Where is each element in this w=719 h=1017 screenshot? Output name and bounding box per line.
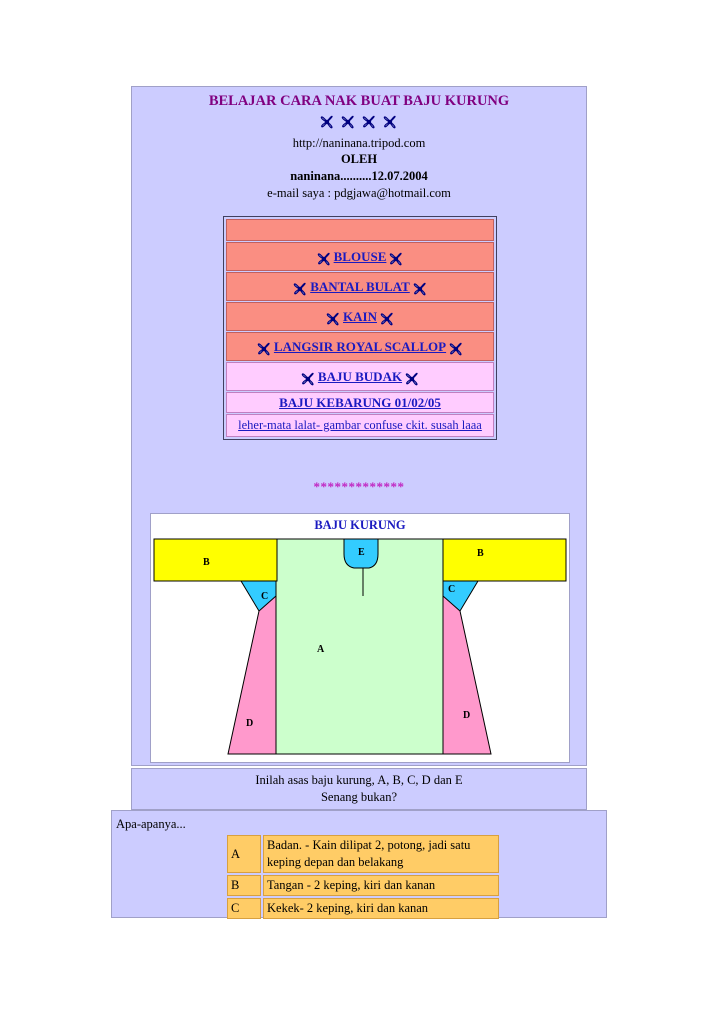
menu-item-blouse[interactable] [226,242,494,271]
label-d-left: D [246,718,254,729]
info-label: Apa-apanya... [116,817,186,831]
menu-link-baju-budak[interactable]: BAJU BUDAK [317,369,403,384]
caption-line-2: Senang bukan? [320,790,398,804]
author-date: naninana..........12.07.2004 [290,169,428,183]
label-b-right: B [477,548,484,559]
menu-link-kain[interactable]: KAIN [343,309,377,324]
label-e: E [358,547,365,558]
flower-icon [314,248,334,268]
parts-table [225,833,501,921]
flower-icon [323,308,343,328]
flower-icon [446,338,466,358]
menu-link-baju-kebarung[interactable]: BAJU KEBARUNG 01/02/05 [279,395,441,410]
flower-icon [377,308,397,328]
label-a: A [317,644,325,655]
piece-b-left [154,539,277,581]
part-desc: Kekek- 2 keping, kiri dan kanan [263,898,499,919]
table-row [227,875,499,896]
table-row [227,898,499,919]
menu-link-langsir[interactable]: LANGSIR ROYAL SCALLOP [273,339,447,354]
menu-item-baju-budak[interactable] [226,362,494,391]
label-c-right: C [448,584,456,595]
menu-item-bantal-bulat[interactable] [226,272,494,301]
flower-icon [402,368,422,388]
flower-icon [290,278,310,298]
diagram-box [150,513,570,763]
flower-icon [386,248,406,268]
table-row [227,835,499,873]
email-line: e-mail saya : pdgjawa@hotmail.com [267,186,451,200]
menu-blank-row [226,219,494,241]
flower-icon [410,278,430,298]
menu-item-baju-kebarung[interactable] [226,392,494,413]
menu-link-leher[interactable]: leher-mata lalat- gambar confuse ckit. susah laaa [238,418,482,432]
menu-item-langsir[interactable] [226,332,494,361]
part-key: A [227,835,261,873]
caption-line-1: Inilah asas baju kurung, A, B, C, D dan E [255,773,463,787]
flower-divider [132,111,586,138]
by-label: OLEH [340,152,378,166]
caption-panel [131,768,587,810]
label-c-left: C [261,591,269,602]
header-panel [131,86,587,766]
baju-kurung-diagram [151,536,569,762]
diagram-title: BAJU KURUNG [314,518,406,532]
menu-item-leher[interactable] [226,414,494,437]
menu-link-blouse[interactable]: BLOUSE [333,249,387,264]
stars-divider: ************* [313,479,405,494]
flower-row-icon [317,111,401,133]
label-b-left: B [203,557,210,568]
info-panel [111,810,607,918]
menu-item-kain[interactable] [226,302,494,331]
part-desc: Badan. - Kain dilipat 2, potong, jadi satu keping depan dan belakang [263,835,499,873]
piece-d-right [443,596,491,754]
part-key: B [227,875,261,896]
part-desc: Tangan - 2 keping, kiri dan kanan [263,875,499,896]
flower-icon [298,368,318,388]
site-url: http://naninana.tripod.com [292,136,426,150]
flower-icon [254,338,274,358]
label-d-right: D [463,710,471,721]
menu-link-bantal-bulat[interactable]: BANTAL BULAT [310,279,410,294]
page-title: BELAJAR CARA NAK BUAT BAJU KURUNG [208,93,510,109]
piece-d-left [228,596,276,754]
piece-a-body [276,539,443,754]
part-key: C [227,898,261,919]
nav-menu [223,216,497,440]
piece-b-right [443,539,566,581]
